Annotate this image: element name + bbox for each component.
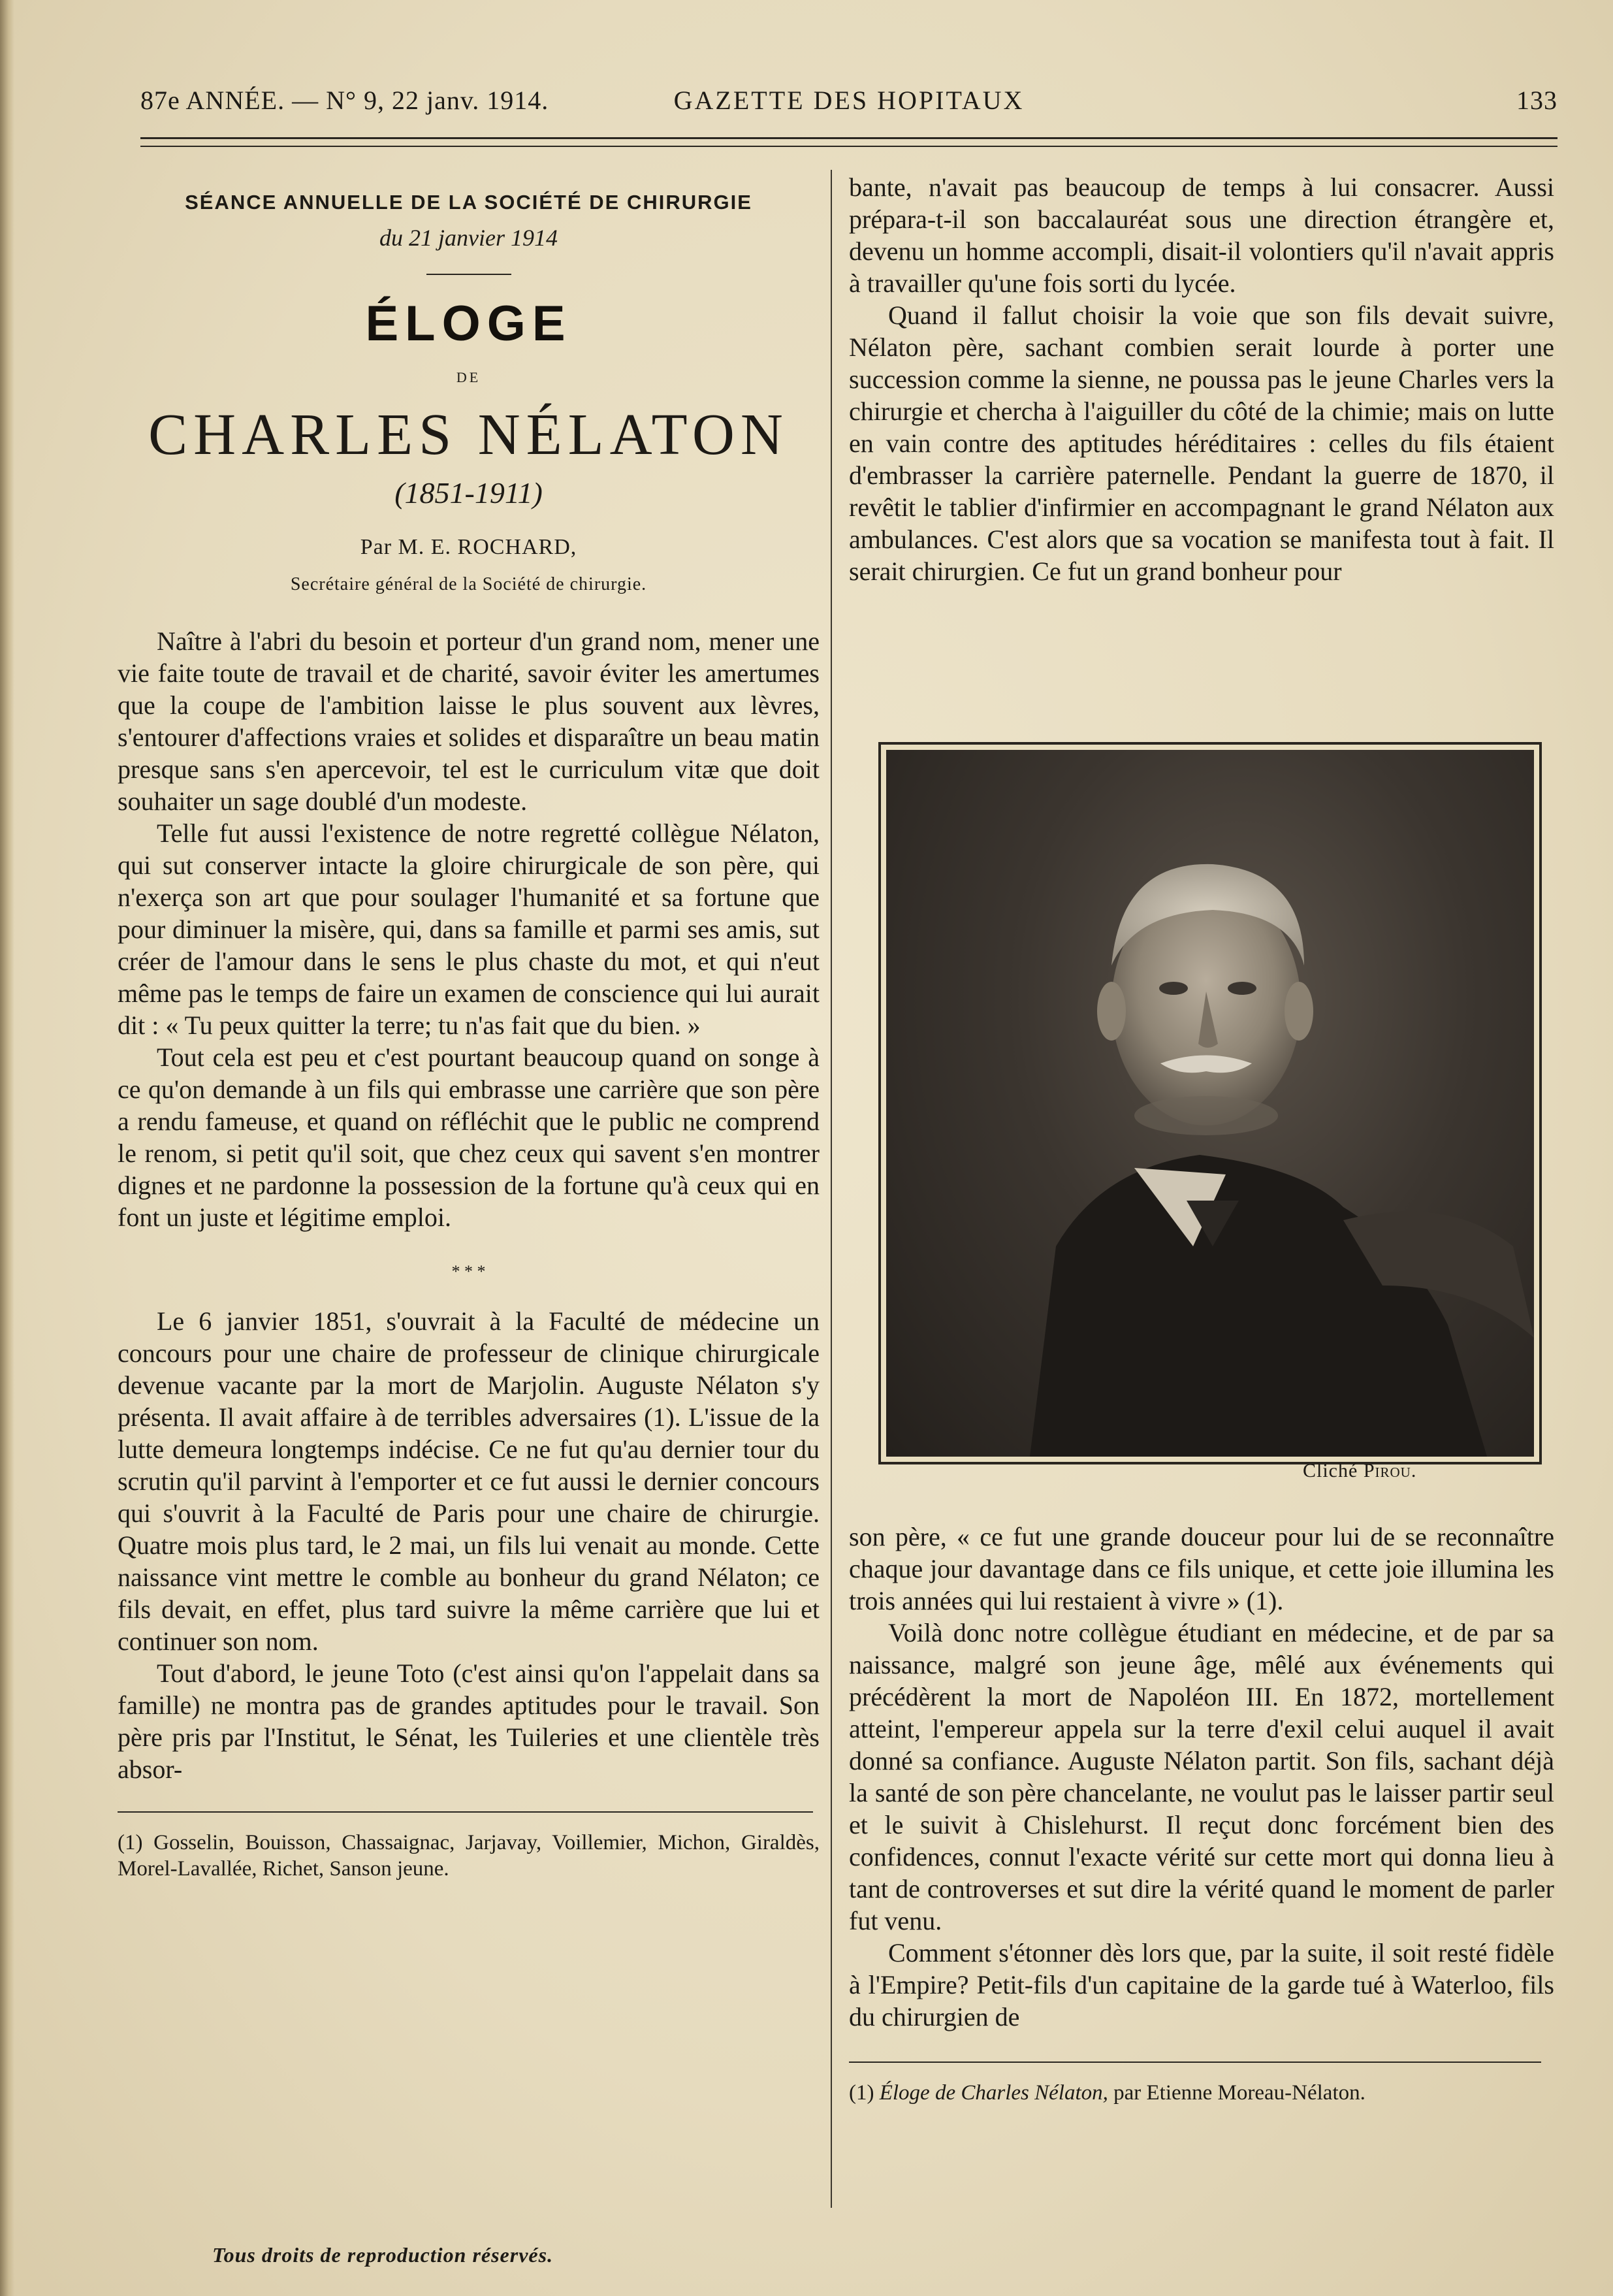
author-line: Par M. E. ROCHARD, <box>360 535 577 559</box>
subject-name: CHARLES NÉLATON <box>148 402 789 467</box>
footnote-right <box>849 2080 1554 2106</box>
footnote-rule <box>118 1811 813 1813</box>
right-column-top <box>849 171 1554 587</box>
footnote-rule <box>849 2062 1541 2063</box>
seance-date: du 21 janvier 1914 <box>379 225 558 251</box>
paragraph: bante, n'avait pas beaucoup de temps à lui consacrer. Aussi prépara-t-il son baccalauréat sous une direction étrangère et, devenu un homme accompli, disait-il volontiers qu'il n'avait appris à travailler qu'une fois sorti du lycée. <box>849 172 1554 298</box>
article-body-left <box>118 625 820 1785</box>
paragraph: Tout cela est peu et c'est pourtant beaucoup quand on songe à ce qu'on demande à un fils qui embrasse une carrière que son père a rendu fameuse, et quand on réfléchit que le public ne comprend le renom, si petit qu'il soit, que chez ceux qui savent s'en montrer dignes et ne pardonne la possession de la fortune qu'à ceux qui en font un juste et légitime emploi. <box>118 1043 820 1232</box>
photo-credit-name: Pirou. <box>1363 1460 1417 1481</box>
subject-dates: (1851-1911) <box>394 476 543 509</box>
portrait-photo <box>886 750 1534 1457</box>
paragraph: son père, « ce fut une grande douceur pour lui de se reconnaître chaque jour davantage dans ce fils unique, et cette joie illumina les trois années qui lui restaient à vivre » (1). <box>849 1522 1554 1615</box>
column-divider <box>831 170 832 2208</box>
paragraph: Le 6 janvier 1851, s'ouvrait à la Faculté de médecine un concours pour une chaire de professeur de clinique chirurgicale devenue vacante par la mort de Marjolin. Auguste Nélaton s'y présenta. Il avait affaire à de terribles adversaires (1). L'issue de la lutte demeura longtemps indécise. Ce ne fut qu'au dernier tour du scrutin qu'il parvint à l'emporter et ce fut aussi le dernier concours qui s'ouvrit à la Faculté de Paris pour une chaire de chirurgie. Quatre mois plus tard, le 2 mai, un fils lui venait au monde. Cette naissance vint mettre le comble au bonheur du grand Nélaton; ce fils devait, en effet, plus tard suivre la même carrière que lui et continuer son nom. <box>118 1306 820 1656</box>
section-asterism: * * * <box>451 1262 486 1281</box>
header-title: GAZETTE DES HOPITAUX <box>673 86 1025 115</box>
paragraph: Tout d'abord, le jeune Toto (c'est ainsi qu'on l'appelait dans sa famille) ne montra pas de grandes aptitudes pour le travail. Son père pris par l'Institut, le Sénat, les Tuileries et une clientèle très absor- <box>118 1658 820 1784</box>
binding-edge <box>0 0 14 2296</box>
author-title: Secrétaire général de la Société de chirurgie. <box>290 574 647 594</box>
right-column-bottom <box>849 1521 1554 2106</box>
footnote-mark: (1) <box>849 2081 874 2105</box>
portrait-frame <box>878 742 1542 1464</box>
left-column <box>118 173 820 1882</box>
paragraph: Telle fut aussi l'existence de notre regretté collègue Nélaton, qui sut conserver intacte la gloire chirurgicale de son père, qui n'exerça son art que pour soulager l'humanité et sa fortune que pour diminuer la misère, qui, dans sa famille et parmi ses amis, sut créer de l'amour dans le sens le plus chaste du mot, et qui n'eut même pas le temps de faire un examen de conscience qui lui aurait dit : « Tu peux quitter la terre; tu n'as fait que du bien. » <box>118 818 820 1040</box>
footnote-rest: par Etienne Moreau-Nélaton. <box>1108 2081 1365 2105</box>
header-issue: 87e ANNÉE. — N° 9, 22 janv. 1914. <box>140 86 549 115</box>
title-rule <box>426 274 511 275</box>
rights-notice: Tous droits de reproduction réservés. <box>212 2243 554 2267</box>
photo-credit <box>1303 1460 1416 1482</box>
portrait-illustration <box>886 750 1534 1457</box>
paragraph: Naître à l'abri du besoin et porteur d'un grand nom, mener une vie faite toute de travail et de charité, savoir éviter les amertumes que la coupe de l'ambition laisse le plus souvent aux lèvres, s'entourer d'affections vraies et solides et disparaître un beau matin presque sans s'en apercevoir, tel est le curriculum vitæ que doit souhaiter un sage doublé d'un modeste. <box>118 626 820 816</box>
de-word: DE <box>456 369 481 385</box>
photo-credit-prefix: Cliché <box>1303 1460 1364 1481</box>
header-rule <box>140 137 1557 147</box>
header-page-number: 133 <box>1516 86 1557 115</box>
running-header <box>140 85 1557 124</box>
paragraph: Quand il fallut choisir la voie que son fils devait suivre, Nélaton père, sachant combien serait lourde à porter une succession comme la sienne, ne poussa pas le jeune Charles vers la chirurgie et chercha à l'aiguiller du côté de la chimie; mais on lutte en vain contre des aptitudes héréditaires : celles du fils étaient d'embrasser la carrière paternelle. Pendant la guerre de 1870, il revêtit le tablier d'infirmier en accompagnant le grand Nélaton aux ambulances. C'est alors que sa vocation se manifesta tout à fait. Il serait chirurgien. Ce fut un grand bonheur pour <box>849 300 1554 586</box>
footnote-title: Éloge de Charles Nélaton, <box>879 2081 1108 2105</box>
paragraph: Comment s'étonner dès lors que, par la suite, il soit resté fidèle à l'Empire? Petit-fils d'un capitaine de la garde tué à Waterloo, fils du chirurgien de <box>849 1938 1554 2031</box>
seance-heading: SÉANCE ANNUELLE DE LA SOCIÉTÉ DE CHIRURGIE <box>185 191 752 214</box>
paragraph: Voilà donc notre collègue étudiant en médecine, et de par sa naissance, malgré son jeune âge, mêlé aux événements qui précédèrent la mort de Napoléon III. En 1872, mortellement atteint, l'empereur appela sur la terre d'exil celui auquel il avait donné sa confiance. Auguste Nélaton partit. Son fils, sachant déjà la santé de son père chancelante, ne voulut pas le laisser partir seul et le suivit à Chislehurst. Il reçut donc forcément bien des confidences, connut l'exacte vérité sur cette mort qui donna lieu à tant de controverses et sut dire la vérité quand le moment de parler fut venu. <box>849 1618 1554 1935</box>
footnote-left: (1) Gosselin, Bouisson, Chassaignac, Jarjavay, Voillemier, Michon, Giraldès, Morel-Lavallée, Richet, Sanson jeune. <box>118 1831 820 1881</box>
eloge-title: ÉLOGE <box>365 296 572 351</box>
